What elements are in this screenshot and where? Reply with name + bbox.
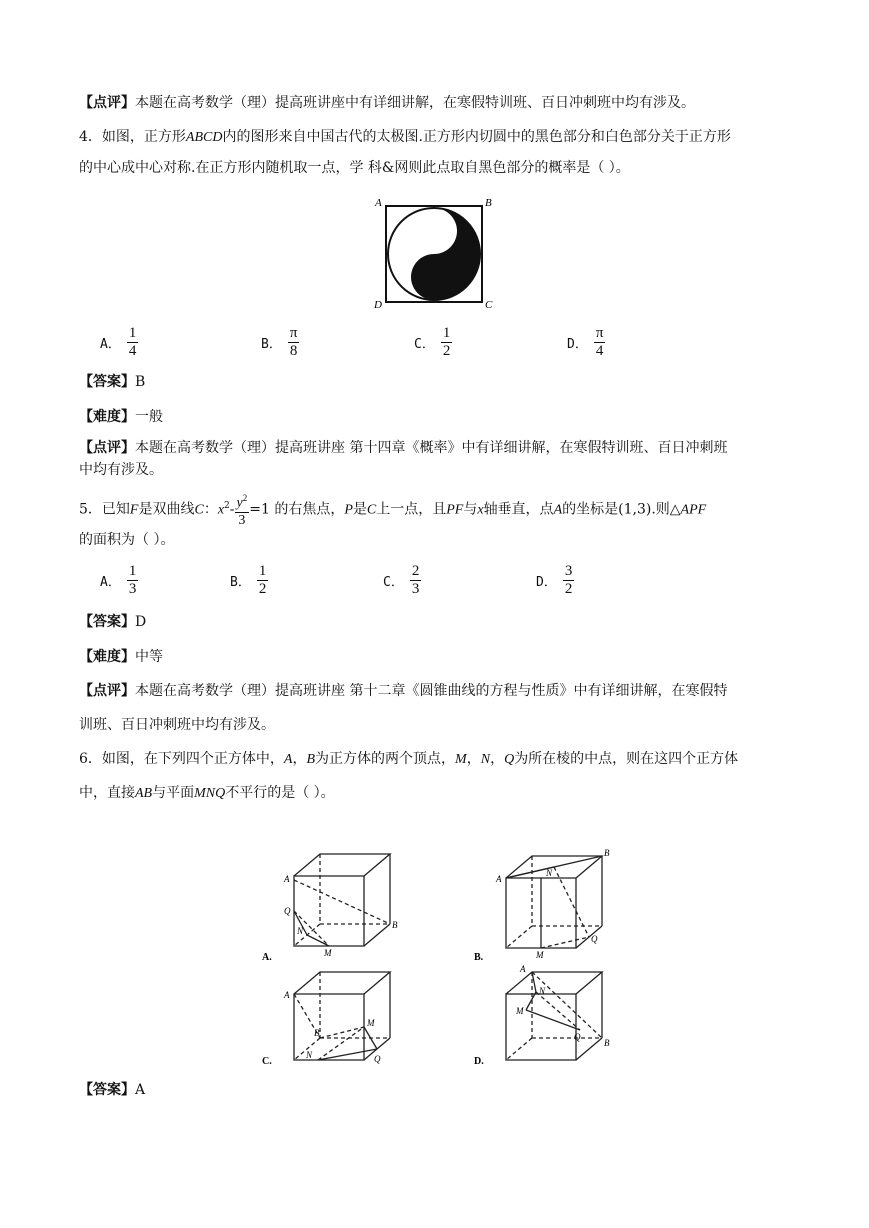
q6-stem-line2 [79,783,335,804]
var-a: A [283,752,293,767]
option-label: D． [567,337,588,352]
exponent: 2 [242,493,248,504]
numerator: 2 [411,563,420,579]
q6-text: 为所在棱的中点，则在这四个正方体 [514,751,739,767]
q5-stem-line1 [79,486,706,526]
black-eye [429,272,439,282]
option-fraction [257,563,269,598]
var-m: M [455,752,467,767]
option-fraction [563,563,575,598]
option-label: B． [261,337,282,352]
q5-text: 轴垂直，点 [483,501,554,518]
var-mnq: MNQ [194,786,226,801]
q4-option-b [261,325,299,360]
denominator: 8 [289,343,298,359]
option-fraction [127,563,139,598]
q5-comment-line2: 训班、百日冲刺班中均有涉及。 [79,717,275,733]
q6-text: ， [490,751,505,767]
q3-comment [79,93,695,113]
numerator: 1 [258,563,267,579]
comment-text: 本题在高考数学（理）提高班讲座 第十二章《圆锥曲线的方程与性质》中有详细讲解，在寒假特 [135,683,728,699]
difficulty-tag: 【难度】 [79,649,135,665]
q6-text: 中，直接 [79,785,135,801]
q4-comment-line2: 中均有涉及。 [79,462,163,478]
label-b: B [485,197,492,209]
cube-a-label-n: N [297,926,304,936]
option-label: A． [100,337,121,352]
q5-option-d [536,563,574,598]
minus-sign: - [229,501,235,518]
cube-c-label-m: M [367,1018,375,1028]
cube-b-label-b: B [604,848,610,858]
cube-b-label-m: M [536,950,544,960]
q5-option-b [230,563,268,598]
q5-option-a [100,563,138,598]
q4-text: 内的图形来自中国古代的太极图.正方形内切圆中的黑色部分和白色部分关于正方形 [222,129,731,145]
label-a: A [375,197,382,209]
cube-figure-d [470,964,630,1074]
var-apf: APF [680,502,707,518]
numerator: π [289,325,298,341]
var-q: Q [504,752,515,767]
taiji-figure [372,194,498,312]
q6-text: 与平面 [152,785,195,801]
comment-tag: 【点评】 [79,95,135,111]
comment-text: 本题在高考数学（理）提高班讲座 第十四章《概率》中有详细讲解，在寒假特训班、百日冲刺班 [135,440,728,456]
cube-b-label-n: N [546,868,553,878]
numerator: π [595,325,604,341]
answer-value: D [135,614,147,630]
numerator: 3 [564,563,573,579]
numerator: 1 [128,325,137,341]
q5-stem-line2: 的面积为（ ）。 [79,532,175,548]
q5-text: ： [203,501,218,518]
var-pf: PF [446,502,464,518]
cube-c-label-n: N [306,1050,313,1060]
var-c: C [194,502,204,518]
comment-text: 本题在高考数学（理）提高班讲座中有详细讲解，在寒假特训班、百日冲刺班中均有涉及。 [135,95,695,111]
q5-difficulty [79,647,163,667]
q6-stem-line1 [79,749,738,770]
option-label: C． [383,575,404,590]
cube-c-label-b: B [314,1028,320,1038]
q4-option-a [100,325,138,360]
cube-d-label-n: N [539,986,546,996]
q5-text: 的坐标是(1,3).则△ [562,501,681,518]
cube-figure-c [258,964,418,1074]
numerator: 1 [128,563,137,579]
denominator: 3 [411,581,420,597]
q4-difficulty [79,407,163,427]
q5-text: 上一点，且 [376,501,447,518]
var-b: B [306,752,316,767]
cube-figure-a [258,848,418,966]
q4-option-d [567,325,605,360]
answer-tag: 【答案】 [79,1082,135,1098]
q4-text: 4．如图，正方形 [79,129,186,145]
option-fraction [410,563,422,598]
option-fraction [127,325,139,360]
var-p: P [344,502,353,518]
cube-c-label-q: Q [374,1054,381,1064]
var-c: C [366,502,377,518]
q6-text: ， [292,751,307,767]
option-fraction [441,325,453,360]
q4-answer [79,372,145,392]
q5-text: 是 [352,501,367,518]
q5-text: 5．已知 [79,501,130,518]
comment-tag: 【点评】 [79,683,135,699]
var-y: y [236,495,243,511]
q5-text: 与 [463,501,478,518]
var-x: x [217,502,225,518]
cube-d-label-b: B [604,1038,610,1048]
denominator: 2 [442,343,451,359]
cube-c-label-a: A [284,990,290,1000]
cube-figure-b [470,848,630,966]
option-label: A． [100,575,121,590]
cube-c-tag: C. [262,1056,272,1067]
difficulty-value: 一般 [135,409,163,425]
cube-a-label-a: A [284,874,290,884]
cube-d-tag: D. [474,1056,484,1067]
exponent: 2 [224,501,230,511]
denominator: 4 [595,343,604,359]
denominator: 2 [258,581,267,597]
var-f: F [129,502,139,518]
q5-answer [79,612,146,632]
denominator: 2 [564,581,573,597]
q4-stem-line1 [79,127,731,148]
difficulty-tag: 【难度】 [79,409,135,425]
option-label: B． [230,575,251,590]
answer-value: A [135,1082,146,1098]
comment-tag: 【点评】 [79,440,135,456]
var-x: x [477,502,484,518]
cube-d-label-m: M [516,1006,524,1016]
cube-d-label-q: Q [574,1032,581,1042]
difficulty-value: 中等 [135,649,163,665]
q6-text: ， [466,751,481,767]
option-fraction [594,325,606,360]
var-a: A [553,502,563,518]
cube-b-label-a: A [496,874,502,884]
cube-a-label-b: B [392,920,398,930]
q6-answer [79,1080,145,1100]
option-label: D． [536,575,557,590]
q5-text: =1 的右焦点， [249,501,345,518]
q4-stem-line2: 的中心成中心对称.在正方形内随机取一点，学 科&网则此点取自黑色部分的概率是（ ）。 [79,160,630,176]
cube-a-tag: A. [262,952,272,963]
cube-d-label-a: A [520,964,526,974]
var-ab: AB [135,786,153,801]
q6-text: 不平行的是（ ）。 [225,785,335,801]
y-fraction [235,490,250,529]
label-d: D [374,299,382,311]
q6-text: 6．如图，在下列四个正方体中， [79,751,284,767]
q4-option-c [414,325,452,360]
answer-tag: 【答案】 [79,374,135,390]
answer-value: B [135,374,146,390]
cube-a-label-m: M [324,948,332,958]
q5-option-c [383,563,421,598]
cube-a-label-q: Q [284,906,291,916]
cube-b-tag: B. [474,952,484,963]
denominator: 4 [128,343,137,359]
q5-comment-line1 [79,681,727,701]
q6-text: 为正方体的两个顶点， [315,751,456,767]
q4-comment-line1 [79,438,727,458]
white-eye [429,226,439,236]
cube-b-label-q: Q [591,934,598,944]
var-n: N [480,752,491,767]
answer-tag: 【答案】 [79,614,135,630]
label-c: C [485,299,493,311]
q4-var-abcd: ABCD [185,130,223,145]
q5-text: 是双曲线 [138,501,195,518]
option-label: C． [414,337,435,352]
option-fraction [288,325,300,360]
denominator: 3 [128,581,137,597]
denominator: 3 [238,512,246,528]
numerator: 1 [442,325,451,341]
